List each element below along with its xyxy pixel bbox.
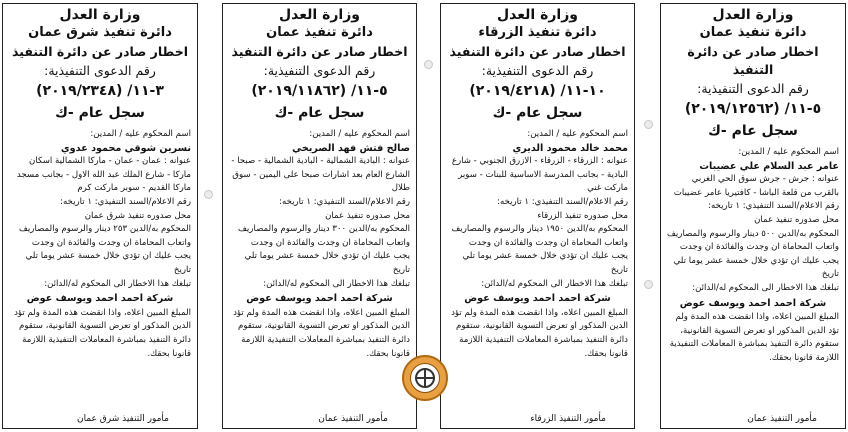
payment-deadline: يجب عليك ان تؤدي خلال خمسة عشر يوما تلي تاريخ (25, 251, 191, 275)
creditor-name: شركة احمد احمد ويوسف عوض (246, 293, 393, 305)
issuing-office: محل صدوره تنفيذ الزرقاء (537, 210, 628, 221)
record-type: سجل عام -ك (274, 105, 365, 121)
execution-notice-amman-12562 (660, 3, 846, 429)
payment-deadline: يجب عليك ان تؤدي خلال خمسة عشر يوما تلي تاريخ (244, 251, 410, 275)
debtor-name: نسرين شوقي محمود عدوي (60, 142, 191, 154)
judgment-amount: المحكوم به/الدين ٥٠٠ دينار والرسوم والمصاريف واتعاب المحاماة ان وجدت والفائدة ان وجدت (667, 228, 839, 253)
notice-body (9, 128, 191, 361)
notice-body (667, 146, 839, 366)
debtor-label: اسم المحكوم عليه / المدين: (309, 129, 410, 139)
department-heading: دائرة تنفيذ عمان (266, 25, 373, 40)
judgment-amount: المحكوم به/الدين ٣٠٠ دينار والرسوم والمصاريف واتعاب المحاماة ان وجدت والفائدة ان وجدت (238, 224, 410, 248)
officer-signature: مأمور التنفيذ عمان (747, 414, 817, 424)
officer-signature: مأمور التنفيذ عمان (318, 414, 388, 424)
case-number-label: رقم الدعوى التنفيذية: (263, 63, 376, 78)
record-type: سجل عام -ك (55, 105, 145, 121)
case-number-label: رقم الدعوى التنفيذية: (697, 81, 809, 96)
notice-title: اخطار صادر عن دائرة التنفيذ (687, 44, 819, 77)
debtor-address: عنوانه : البادية الشمالية - البادية الشمالية - صبحا - الشارع العام بعد اشارات صبحا على اليمين - سوق طلال (231, 156, 410, 194)
creditor-name: شركة احمد احمد ويوسف عوض (464, 293, 611, 305)
ministry-heading: وزارة العدل (59, 7, 141, 23)
notice-body (229, 128, 410, 361)
execution-notice-east-amman-2348 (2, 3, 198, 429)
judgment-amount: المحكوم به/الدين ٢٥٣ دينار والرسوم والمصاريف واتعاب المحاماة ان وجدت والفائدة ان وجدت (19, 224, 191, 248)
case-number: ١٠-١١/ (٢٠١٩/٤٢١٨) (469, 83, 606, 99)
notice-body (447, 128, 628, 361)
debtor-name: عامر عبد السلام علي عضيبات (699, 160, 839, 172)
ministry-heading: وزارة العدل (497, 7, 578, 23)
payment-deadline: يجب عليك ان تؤدي خلال خمسة عشر يوما تلي تاريخ (462, 251, 628, 275)
warning-text: المبلغ المبين اعلاه، واذا انقضت هذه المدة ولم تؤد الدين المذكور او تعرض التسوية القانونية، ستقوم دائرة التنفيذ بمباشرة المعاملات التنفيذية اللازمة قانونا بحقك. (14, 307, 191, 359)
issuing-office: محل صدوره تنفيذ عمان (325, 210, 410, 221)
warning-text: المبلغ المبين اعلاه، واذا انقضت هذه المدة ولم تؤد الدين المذكور او تعرض التسوية القانونية، ستقوم دائرة التنفيذ بمباشرة المعاملات التنفيذية اللازمة قانونا بحقك. (233, 307, 410, 359)
judgment-amount: المحكوم به/الدين ١٩٥٠ دينار والرسوم والمصاريف واتعاب المحاماة ان وجدت والفائدة ان وجدت (451, 224, 628, 248)
case-number-label: رقم الدعوى التنفيذية: (481, 63, 594, 78)
debtor-label: اسم المحكوم عليه / المدين: (738, 147, 839, 157)
publication-stamp-icon (402, 355, 448, 401)
case-number: ٥-١١/ (٢٠١٩/١١٨٦٢) (251, 83, 388, 99)
punch-hole-mark (204, 190, 213, 199)
case-number-label: رقم الدعوى التنفيذية: (44, 63, 156, 78)
document-date: رقم الاعلام/السند التنفيذي: ١ تاريخه: (60, 196, 191, 207)
department-heading: دائرة تنفيذ عمان (699, 25, 807, 40)
department-heading: دائرة تنفيذ شرق عمان (28, 25, 172, 40)
debtor-label: اسم المحكوم عليه / المدين: (90, 129, 191, 139)
creditor-name: شركة احمد احمد ويوسف عوض (679, 297, 827, 309)
creditor-name: شركة احمد احمد ويوسف عوض (26, 293, 174, 305)
officer-signature: مأمور التنفيذ شرق عمان (76, 414, 169, 424)
notice-title: اخطار صادر عن دائرة التنفيذ (449, 44, 626, 59)
officer-signature: مأمور التنفيذ الزرقاء (530, 414, 606, 424)
punch-hole-mark (424, 60, 433, 69)
record-type: سجل عام -ك (708, 123, 798, 139)
record-type: سجل عام -ك (492, 105, 583, 121)
stamp-spoke (424, 368, 426, 388)
warning-text: المبلغ المبين اعلاه، واذا انقضت هذه المدة ولم تؤد الدين المذكور او تعرض التسوية القانونية، ستقوم دائرة التنفيذ بمباشرة المعاملات التنفيذية اللازمة قانونا بحقك. (451, 307, 628, 359)
notified-party: تبلغك هذا الاخطار الى المحكوم له/الدائن: (263, 278, 410, 289)
issuing-office: محل صدوره تنفيذ عمان (754, 214, 839, 225)
debtor-address: عنوانه : الزرقاء - الزرقاء - الازرق الجنوبي - شارع البادية - بجانب المدرسة الاساسية للبنات - سوبر ماركت غني (451, 156, 628, 194)
notified-party: تبلغك هذا الاخطار الى المحكوم له/الدائن: (692, 282, 839, 293)
issuing-office: محل صدوره تنفيذ شرق عمان (84, 210, 191, 221)
execution-notice-zarqa-4218 (440, 3, 635, 429)
punch-hole-mark (644, 120, 653, 129)
case-number: ٥-١١/ (٢٠١٩/١٢٥٦٢) (684, 101, 822, 117)
ministry-heading: وزارة العدل (712, 7, 794, 23)
document-date: رقم الاعلام/السند التنفيذي: ١ تاريخه: (279, 196, 410, 207)
notified-party: تبلغك هذا الاخطار الى المحكوم له/الدائن: (481, 278, 628, 289)
notice-title: اخطار صادر عن دائرة التنفيذ (231, 44, 408, 59)
execution-notice-amman-11862 (222, 3, 417, 429)
punch-hole-mark (644, 280, 653, 289)
debtor-address: عنوانه : جرش - جرش سوق الحي الغربي بالقرب من قلعة الباشا - كافتيريا عامر عضيبات (673, 174, 839, 198)
document-date: رقم الاعلام/السند التنفيذي: ١ تاريخه: (708, 201, 839, 212)
debtor-name: محمد خالد محمود الديري (512, 142, 628, 154)
debtor-name: صالح فتش فهد الصريخي (292, 142, 410, 154)
debtor-label: اسم المحكوم عليه / المدين: (527, 129, 628, 139)
document-date: رقم الاعلام/السند التنفيذي: ١ تاريخه: (497, 196, 628, 207)
debtor-address: عنوانه : عمان - عمان - ماركا الشمالية اسكان ماركا - شارع الملك عبد الله الاول - بجانب مسجد ماركا القديم - سوبر ماركت كرم (16, 156, 191, 194)
department-heading: دائرة تنفيذ الزرقاء (478, 25, 597, 40)
notified-party: تبلغك هذا الاخطار الى المحكوم له/الدائن: (44, 278, 191, 289)
ministry-heading: وزارة العدل (279, 7, 360, 23)
case-number: ٣-١١/ (٢٠١٩/٢٣٤٨) (36, 83, 164, 99)
payment-deadline: يجب عليك ان تؤدي خلال خمسة عشر يوما تلي تاريخ (673, 255, 839, 280)
notice-title: اخطار صادر عن دائرة التنفيذ (12, 44, 188, 59)
warning-text: المبلغ المبين اعلاه، واذا انقضت هذه المدة ولم تؤد الدين المذكور او تعرض التسوية القانونية، ستقوم دائرة التنفيذ بمباشرة المعاملات التنفيذية اللازمة قانونا بحقك. (669, 312, 839, 363)
